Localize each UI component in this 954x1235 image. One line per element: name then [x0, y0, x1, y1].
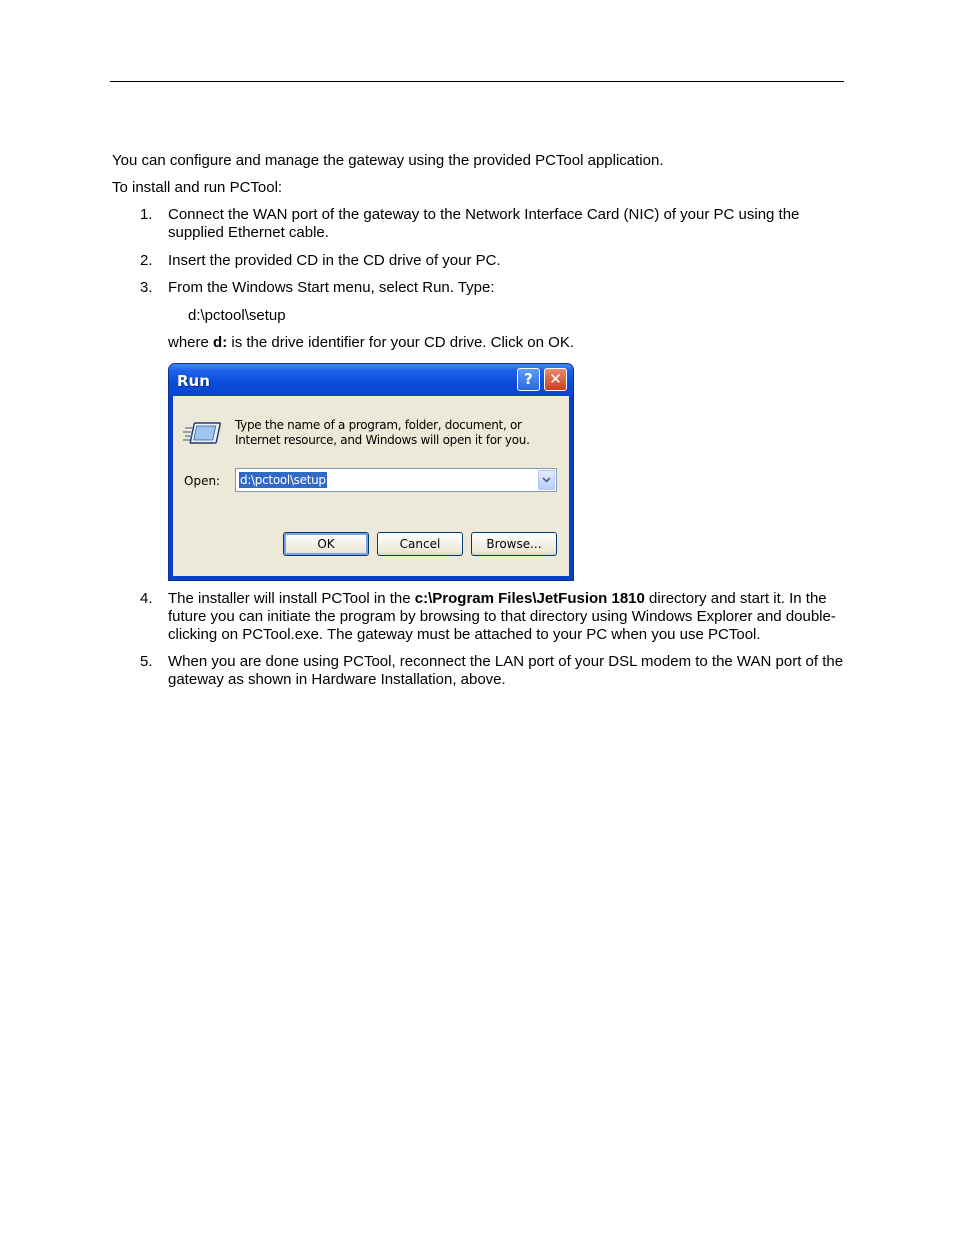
step-number: 3. [140, 279, 153, 296]
step-text: When you are done using PCTool, reconnect the LAN port of your DSL modem to the WAN port of the gateway as shown in Hardware Installation, above. [168, 653, 844, 688]
command-text: d:\pctool\setup [188, 307, 286, 324]
step-text: Connect the WAN port of the gateway to the Network Interface Card (NIC) of your PC using the supplied Ethernet cable. [168, 206, 800, 241]
step-text: From the Windows Start menu, select Run. Type: [168, 279, 495, 296]
header-rule [110, 81, 844, 82]
step-number: 4. [140, 590, 153, 607]
open-label: Open: [184, 474, 221, 488]
browse-button[interactable]: Browse... [471, 532, 557, 556]
chevron-down-icon [542, 477, 551, 483]
open-input-value[interactable]: d:\pctool\setup [240, 473, 326, 487]
step-text: Insert the provided CD in the CD drive of your PC. [168, 252, 501, 269]
step-number: 5. [140, 653, 153, 670]
run-dialog [168, 363, 574, 581]
open-combobox[interactable] [235, 468, 557, 492]
close-button[interactable]: ✕ [544, 368, 567, 391]
lead-paragraph: To install and run PCTool: [112, 179, 283, 196]
run-icon [183, 420, 223, 450]
intro-paragraph: You can configure and manage the gateway using the provided PCTool application. [112, 152, 664, 169]
dialog-body [173, 396, 569, 576]
dropdown-arrow-button[interactable] [538, 470, 555, 490]
cancel-button[interactable]: Cancel [377, 532, 463, 556]
step-number: 1. [140, 206, 153, 223]
step-5 [140, 653, 850, 689]
step-text: The installer will install PCTool in the c:\Program Files\JetFusion 1810 directory and start it. In the future you can initiate the program by browsing to that directory using Windows Explorer and double-clicking on PCTool.exe. The gateway must be attached to your PC when you use PCTool. [168, 590, 836, 643]
step-4 [140, 590, 850, 644]
dialog-title: Run [177, 372, 210, 390]
dialog-description: Type the name of a program, folder, document, or Internet resource, and Windows will open it for you. [235, 418, 530, 447]
ok-button[interactable]: OK [283, 532, 369, 556]
where-paragraph: where d: is the drive identifier for your CD drive. Click on OK. [168, 334, 574, 351]
step-1 [140, 206, 850, 242]
title-bar [169, 364, 573, 396]
help-button[interactable]: ? [517, 368, 540, 391]
step-number: 2. [140, 252, 153, 269]
